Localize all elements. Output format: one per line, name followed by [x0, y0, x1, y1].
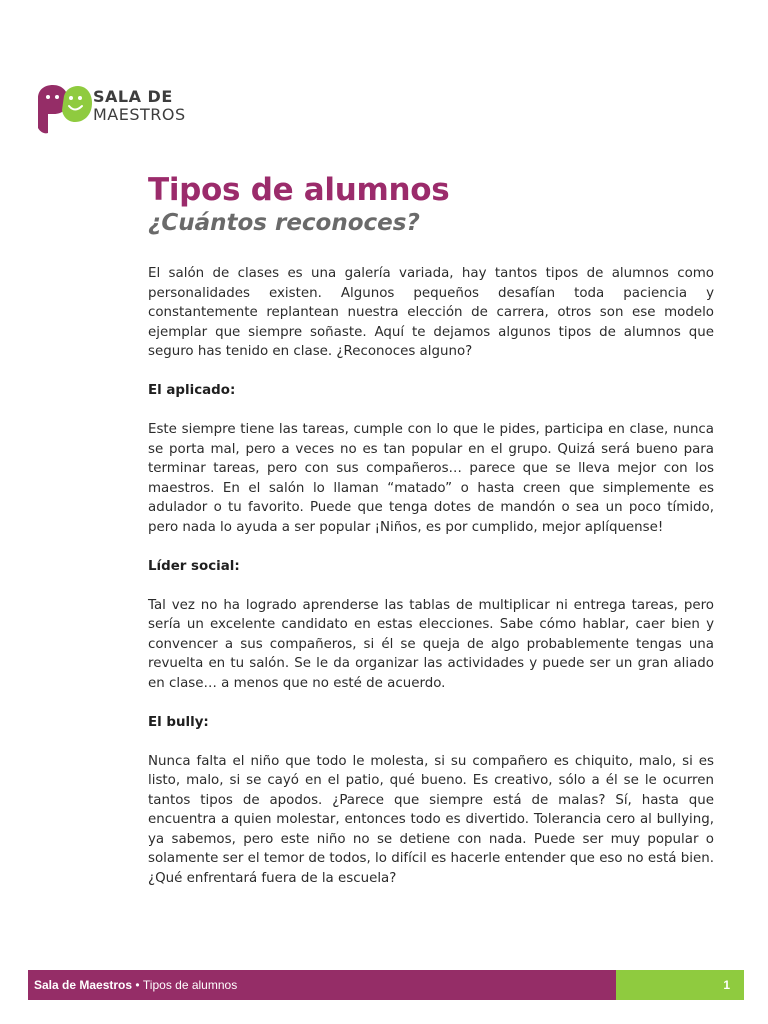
section-heading-lider-social: Líder social:	[148, 558, 240, 574]
document-title: Tipos de alumnos	[148, 172, 450, 208]
logo-faces-icon	[36, 84, 92, 136]
page-number: 1	[723, 978, 730, 992]
logo-line-1: SALA DE	[93, 87, 173, 106]
section-heading-bully: El bully:	[148, 714, 209, 730]
section-heading-aplicado: El aplicado:	[148, 383, 236, 398]
footer-brand: Sala de Maestros	[34, 978, 133, 992]
section-body-lider-social: Tal vez no ha logrado aprenderse las tablas de multiplicar ni entrega tareas, pero sería un excelente candidato en estas elecciones. Sabe cómo hablar, caer bien y convencer a sus compañeros, si él se queja de algo probablemente tengas una revuelta en tu salón. Se le da organizar las actividades y puede ser un gran aliado en clase… a menos que no esté de acuerdo.	[148, 597, 714, 691]
section-body-bully: Nunca falta el niño que todo le molesta, si su compañero es chiquito, malo, si es listo, malo, si se cayó en el patio, qué bueno. Es creativo, sólo a él se le ocurren tantos tipos de apodos. ¿Parece que siempre está de malas? Sí, hasta que encuentra a quien molestar, entonces todo es divertido. Tolerancia cero al bullying, ya sabemos, pero este niño no se detiene con nada. Puede ser muy popular o solamente ser el temor de todos, lo difícil es hacerle entender que eso no está bien. ¿Qué enfrentará fuera de la escuela?	[148, 753, 714, 886]
footer-page-bar	[616, 970, 744, 1000]
document-body	[148, 264, 714, 888]
logo-wordmark	[93, 88, 186, 124]
page-footer	[28, 970, 744, 1000]
intro-paragraph: El salón de clases es una galería variada, hay tantos tipos de alumnos como personalidades existen. Algunos pequeños desafían toda paciencia y constantemente replantean nuestra elección de carrera, otros son ese modelo ejemplar que siempre soñaste. Aquí te dejamos algunos tipos de alumnos que seguro has tenido en clase. ¿Reconoces alguno?	[148, 266, 714, 359]
document-subtitle: ¿Cuántos reconoces?	[148, 210, 420, 236]
footer-title-bar	[28, 970, 616, 1000]
footer-separator: •	[132, 978, 143, 992]
section-body-aplicado: Este siempre tiene las tareas, cumple con lo que le pides, participa en clase, nunca se porta mal, pero a veces no es tan popular en el grupo. Quizá será bueno para terminar tareas, pero con sus compañeros… parece que se lleva mejor con los maestros. En el salón lo llaman “matado” o hasta creen que simplemente es adulador o tu favorito. Puede que tenga dotes de mandón o sea un poco tímido, pero nada lo ayuda a ser popular ¡Niños, es por cumplido, mejor aplíquense!	[148, 422, 714, 535]
logo-line-2: MAESTROS	[93, 105, 186, 124]
sala-de-maestros-logo	[36, 84, 206, 136]
footer-doc-title: Tipos de alumnos	[142, 978, 238, 992]
